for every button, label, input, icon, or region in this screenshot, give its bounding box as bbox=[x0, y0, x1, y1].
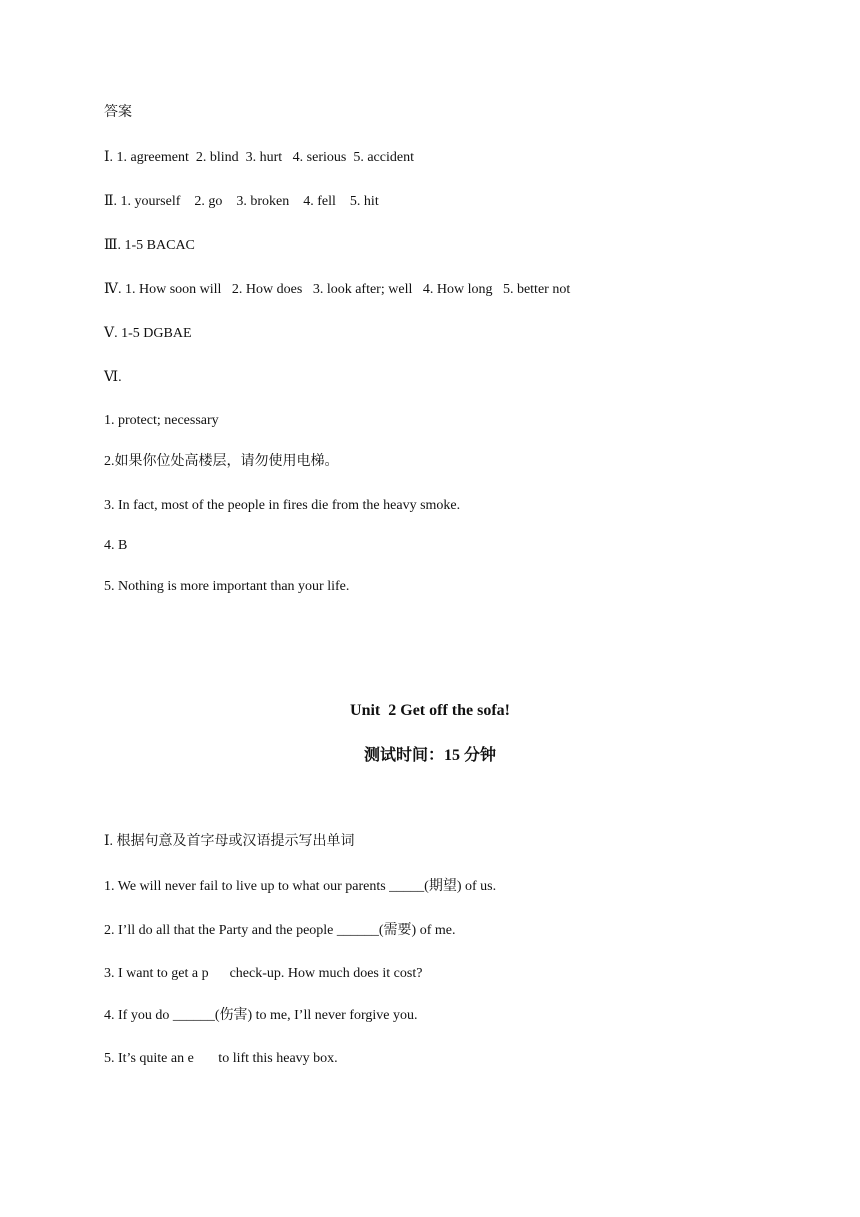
question-4: 4. If you do ______(伤害) to me, I’ll never forgive you. bbox=[104, 1008, 418, 1023]
test-time: 测试时间：15 分钟 bbox=[363, 747, 496, 764]
answer-line-5: Ⅴ. 1-5 DGBAE bbox=[104, 326, 192, 341]
question-5: 5. It’s quite an e to lift this heavy box. bbox=[104, 1051, 338, 1066]
answer-line-6: Ⅵ. bbox=[104, 370, 122, 385]
answer-line-8: 2.如果你位处高楼层，请勿使用电梯。 bbox=[104, 454, 339, 469]
section-heading: Ⅰ. 根据句意及首字母或汉语提示写出单词 bbox=[104, 834, 355, 849]
question-3: 3. I want to get a p check-up. How much does it cost? bbox=[104, 966, 423, 981]
unit-title: Unit 2 Get off the sofa! bbox=[350, 702, 510, 719]
answer-line-3: Ⅲ. 1-5 BACAC bbox=[104, 238, 195, 253]
answer-line-10: 4. B bbox=[104, 538, 128, 553]
question-2: 2. I’ll do all that the Party and the people ______(需要) of me. bbox=[104, 923, 456, 938]
answer-line-2: Ⅱ. 1. yourself 2. go 3. broken 4. fell 5. hit bbox=[104, 194, 379, 209]
answer-line-9: 3. In fact, most of the people in fires die from the heavy smoke. bbox=[104, 498, 461, 513]
answer-line-7: 1. protect; necessary bbox=[104, 413, 219, 428]
answer-line-1: Ⅰ. 1. agreement 2. blind 3. hurt 4. serious 5. accident bbox=[104, 150, 414, 165]
question-1: 1. We will never fail to live up to what our parents _____(期望) of us. bbox=[104, 879, 497, 894]
answers-title: 答案 bbox=[104, 105, 132, 120]
answer-line-11: 5. Nothing is more important than your life. bbox=[104, 579, 350, 594]
answer-line-4: Ⅳ. 1. How soon will 2. How does 3. look after; well 4. How long 5. better not bbox=[104, 282, 571, 297]
